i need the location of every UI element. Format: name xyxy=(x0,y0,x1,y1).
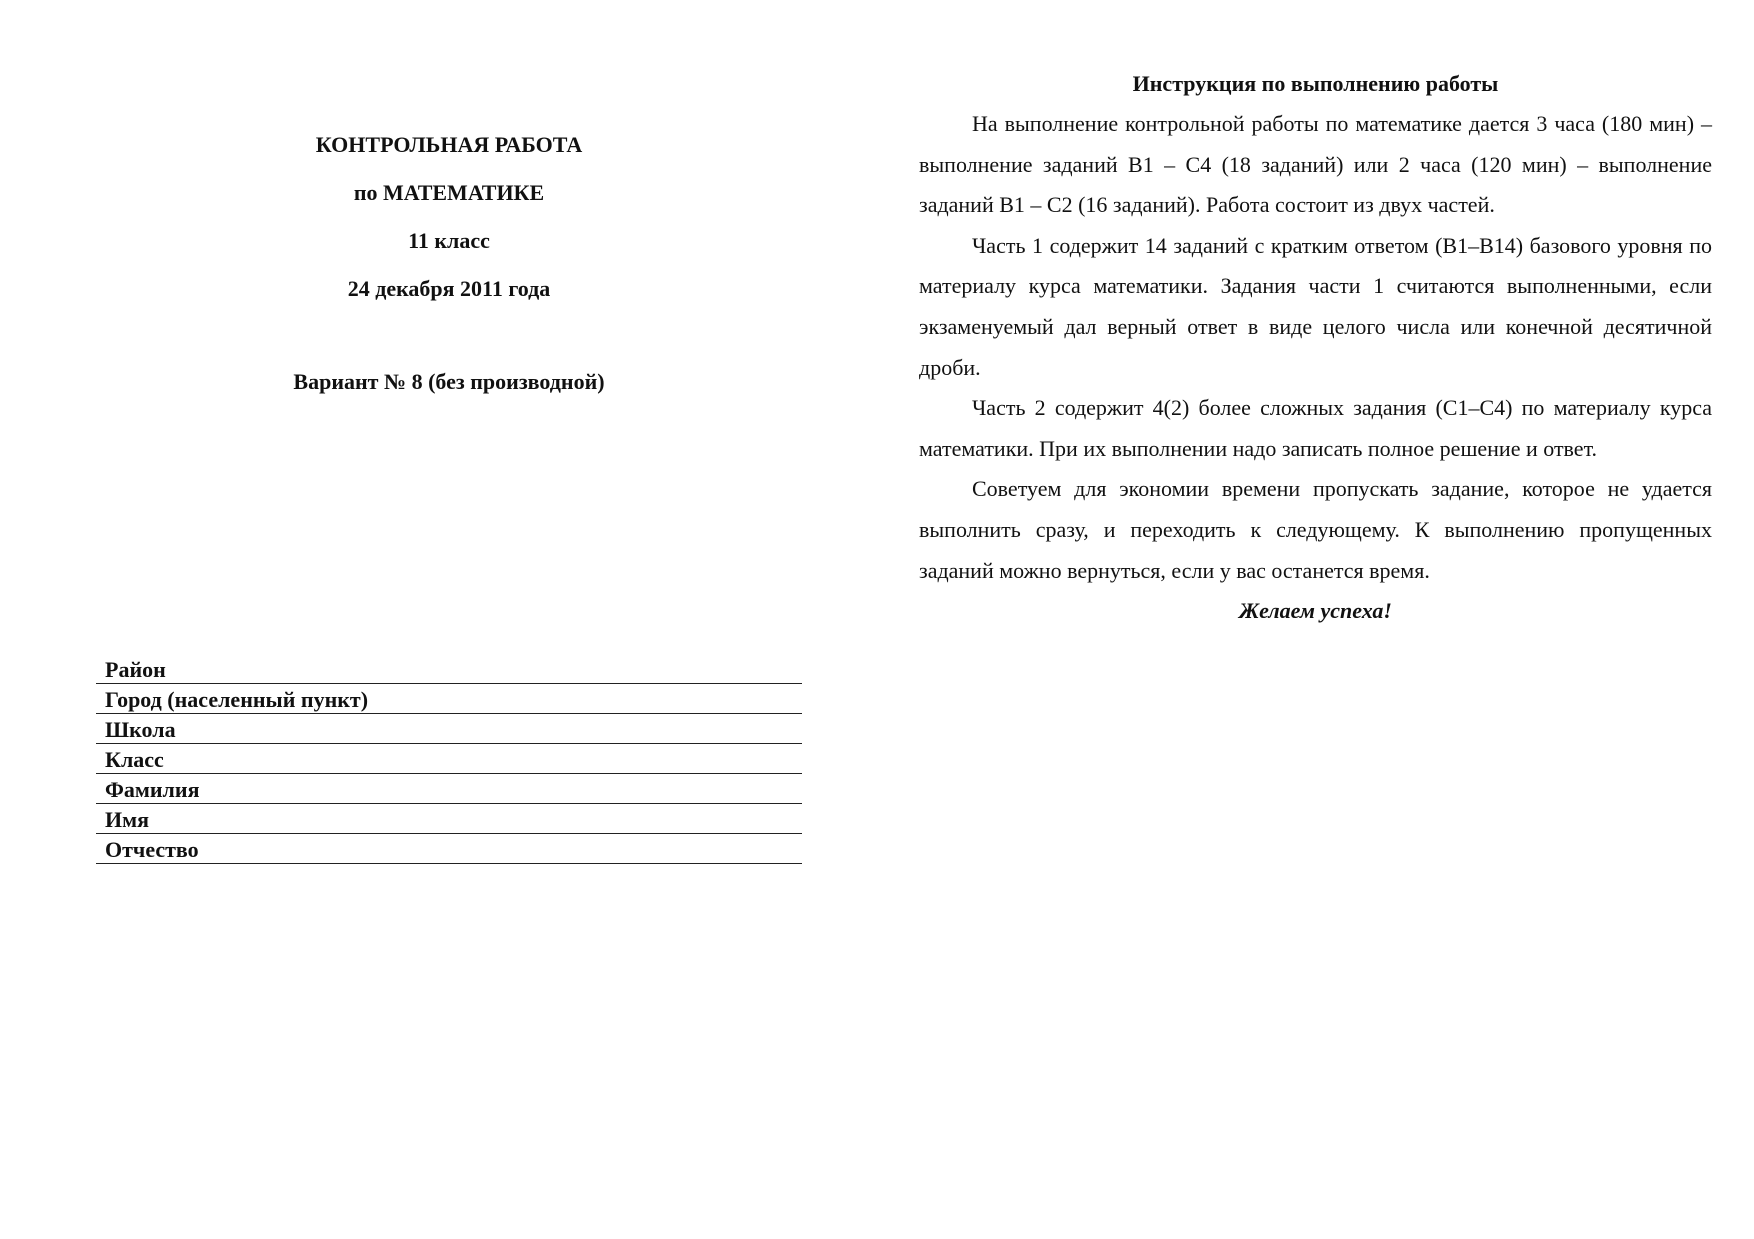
form-field-district[interactable] xyxy=(96,654,802,684)
cover-date: 24 декабря 2011 года xyxy=(347,276,551,301)
form-field-patronymic[interactable] xyxy=(96,834,802,864)
cover-title: КОНТРОЛЬНАЯ РАБОТА xyxy=(315,132,583,157)
form-label: Имя xyxy=(105,807,149,832)
form-field-class[interactable] xyxy=(96,744,802,774)
cover-subject: по МАТЕМАТИКЕ xyxy=(353,180,545,205)
cover-title-block xyxy=(96,128,802,320)
instructions-paragraph: На выполнение контрольной работы по математике дается 3 часа (180 мин) – выполнение заданий B1 – C4 (18 заданий) или 2 часа (120 мин) – выполнение заданий B1 – C2 (16 заданий). Работа состоит из двух частей. xyxy=(919,111,1712,218)
instructions-heading: Инструкция по выполнению работы xyxy=(1132,71,1499,96)
form-label: Школа xyxy=(105,717,176,742)
instructions-page xyxy=(919,64,1712,631)
form-label: Город (населенный пункт) xyxy=(105,687,369,712)
form-label: Фамилия xyxy=(105,777,200,802)
instructions-paragraph: Часть 2 содержит 4(2) более сложных задания (C1–C4) по материалу курса математики. При их выполнении надо записать полное решение и ответ. xyxy=(919,395,1712,461)
form-field-surname[interactable] xyxy=(96,774,802,804)
form-label: Класс xyxy=(105,747,164,772)
form-field-school[interactable] xyxy=(96,714,802,744)
instructions-paragraph: Часть 1 содержит 14 заданий с кратким ответом (B1–B14) базового уровня по материалу курса математики. Задания части 1 считаются выполненными, если экзаменуемый дал верный ответ в виде целого числа или конечной десятичной дроби. xyxy=(919,232,1712,380)
form-label: Район xyxy=(105,657,166,682)
form-field-city[interactable] xyxy=(96,684,802,714)
student-info-form xyxy=(96,654,802,864)
cover-grade: 11 класс xyxy=(408,228,490,253)
form-label: Отчество xyxy=(105,837,199,862)
instructions-paragraph: Советуем для экономии времени пропускать задание, которое не удается выполнить сразу, и переходить к следующему. К выполнению пропущенных заданий можно вернуться, если у вас останется время. xyxy=(919,476,1712,583)
cover-variant: Вариант № 8 (без производной) xyxy=(293,369,605,394)
closing-wish: Желаем успеха! xyxy=(1238,598,1392,624)
form-field-first-name[interactable] xyxy=(96,804,802,834)
